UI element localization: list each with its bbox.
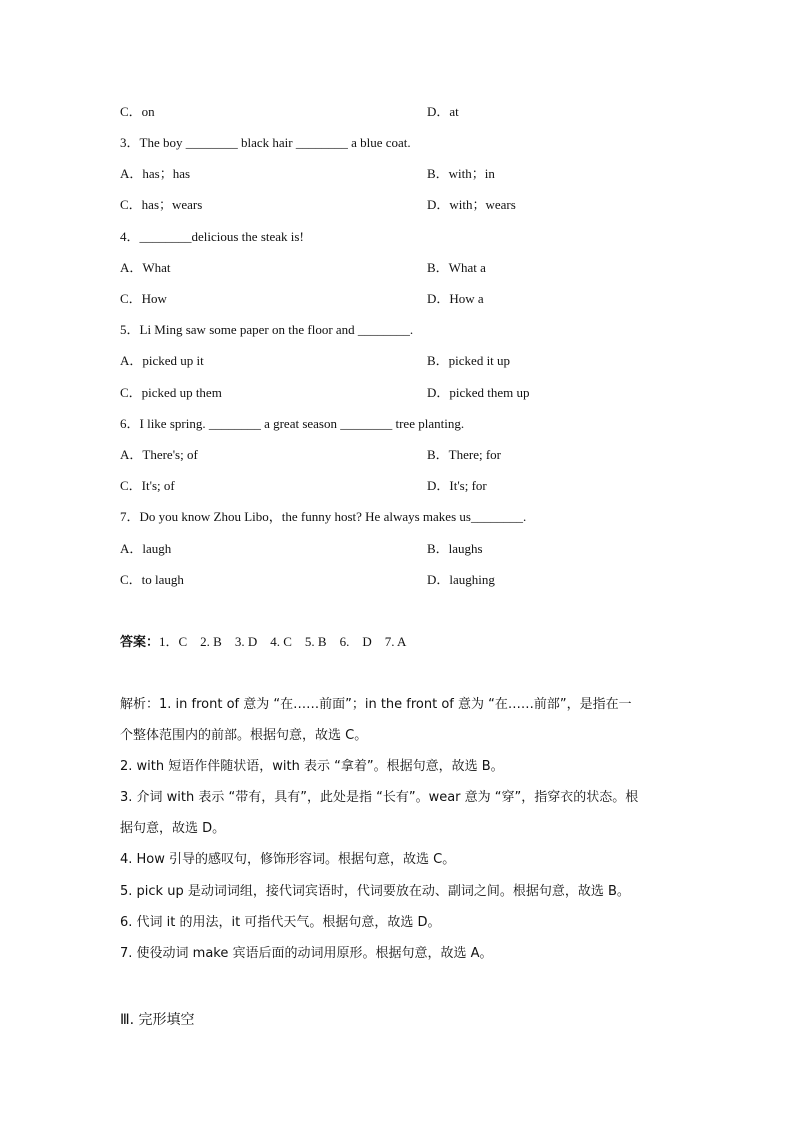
q4-stem: 4．________delicious the steak is! (120, 229, 304, 244)
q3-option-c: C．has；wears (120, 197, 203, 212)
q4-option-d: D．How a (427, 291, 484, 306)
q5-stem: 5．Li Ming saw some paper on the floor and ________. (120, 322, 414, 337)
q4-option-b: B．What a (427, 260, 486, 275)
q5-option-c: C．picked up them (120, 385, 222, 400)
q5-option-b: B．picked it up (427, 353, 511, 368)
q3-option-b: B．with；in (427, 166, 495, 181)
q4-option-a: A．What (120, 260, 171, 275)
explanation-line-8: 6. 代词 it 的用法，it 可指代天气。根据句意，故选 D。 (120, 915, 441, 930)
explanation-line-9: 7. 使役动词 make 宾语后面的动词用原形。根据句意，故选 A。 (120, 946, 493, 961)
q3-option-d: D．with；wears (427, 197, 516, 212)
q3-option-a: A．has；has (120, 166, 191, 181)
q6-option-c: C．It's; of (120, 478, 175, 493)
q4-option-c: C．How (120, 291, 167, 306)
q7-option-c: C．to laugh (120, 572, 184, 587)
q6-stem: 6．I like spring. ________ a great season ________ tree planting. (120, 416, 465, 431)
q5-option-d: D．picked them up (427, 385, 530, 400)
q6-option-a: A．There's; of (120, 447, 198, 462)
q7-option-d: D．laughing (427, 572, 495, 587)
q7-option-b: B．laughs (427, 541, 483, 556)
q7-stem: 7．Do you know Zhou Libo，the funny host? He always makes us________. (120, 509, 527, 524)
explanation-line-1: 解析：1. in front of 意为 “在……前面”；in the front of 意为 “在……前部”，是指在一 (120, 697, 632, 712)
explanation-line-3: 2. with 短语作伴随状语，with 表示 “拿着”。根据句意，故选 B。 (120, 759, 504, 774)
q3-stem: 3．The boy ________ black hair ________ a blue coat. (120, 135, 411, 150)
section-title: Ⅲ. 完形填空 (120, 1012, 195, 1028)
q7-option-a: A．laugh (120, 541, 172, 556)
q2-option-c: C．on (120, 104, 155, 119)
explanation-line-4: 3. 介词 with 表示 “带有，具有”，此处是指 “长有”。wear 意为 “穿”，指穿衣的状态。根 (120, 790, 639, 805)
explanation-line-2: 个整体范围内的前部。根据句意，故选 C。 (120, 728, 368, 743)
answer-text: 1．C 2. B 3. D 4. C 5. B 6. D 7. A (159, 634, 407, 649)
q2-option-d: D．at (427, 104, 459, 119)
answer-label: 答案： (120, 635, 160, 650)
answer-key (120, 634, 406, 651)
explanation-line-7: 5. pick up 是动词词组，接代词宾语时，代词要放在动、副词之间。根据句意，故选 B。 (120, 884, 630, 899)
q6-option-d: D．It's; for (427, 478, 487, 493)
q5-option-a: A．picked up it (120, 353, 204, 368)
explanation-line-6: 4. How 引导的感叹句，修饰形容词。根据句意，故选 C。 (120, 852, 456, 867)
explanation-line-5: 据句意，故选 D。 (120, 821, 226, 836)
q6-option-b: B．There; for (427, 447, 502, 462)
